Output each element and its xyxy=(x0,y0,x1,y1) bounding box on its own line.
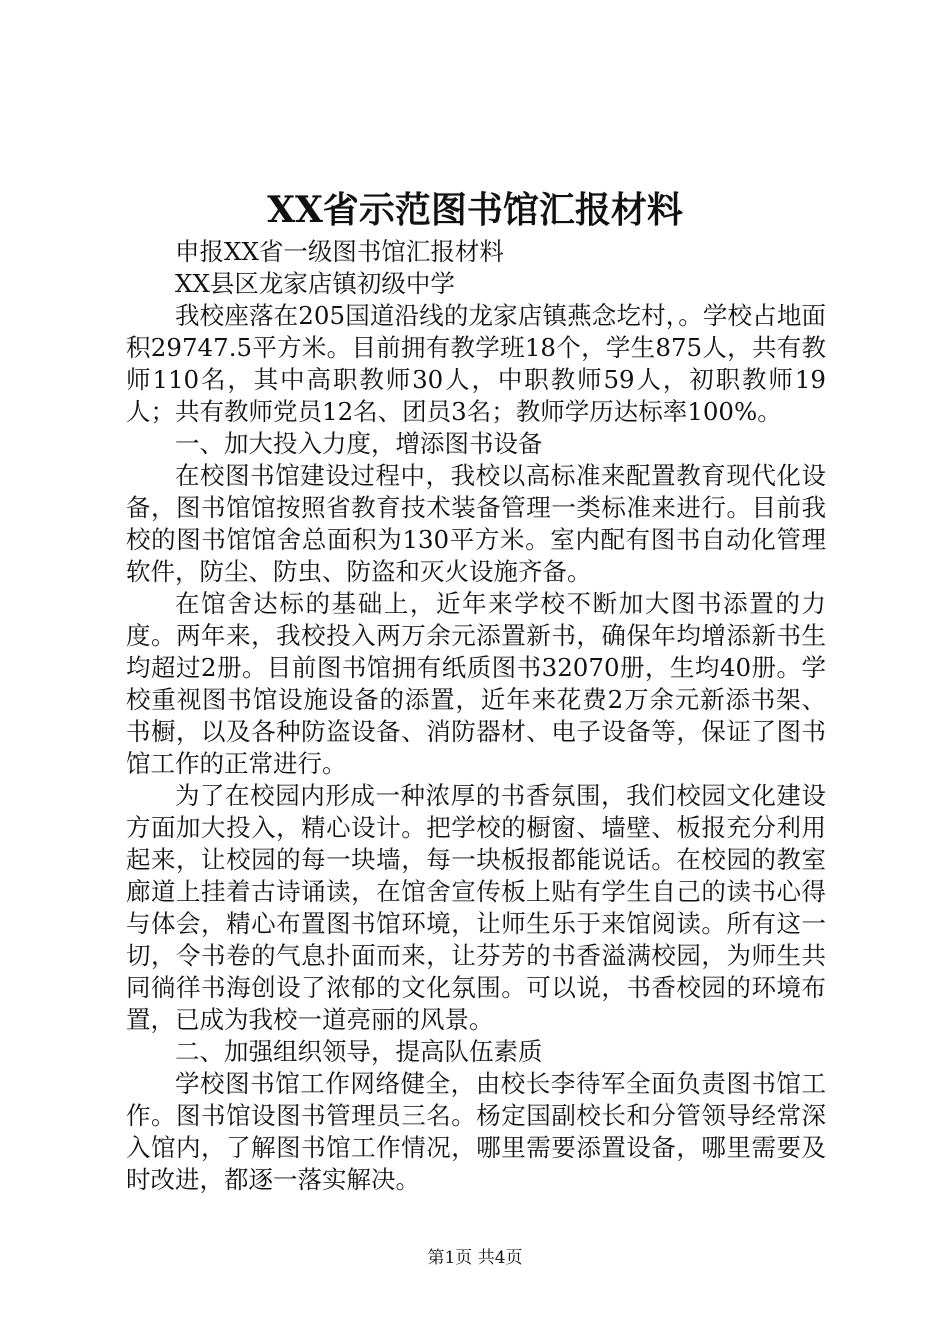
paragraph-reading-atmosphere: 为了在校园内形成一种浓厚的书香氛围，我们校园文化建设方面加大投入，精心设计。把学校的橱窗、墙壁、板报充分利用起来，让校园的每一块墙，每一块板报都能说话。在校园的教室廊道上挂着古诗诵读，在馆舍宣传板上贴有学生自己的读书心得与体会，精心布置图书馆环境，让师生乐于来馆阅读。所有这一切，令书卷的气息扑面而来，让芬芳的书香溢满校园，为师生共同徜徉书海创设了浓郁的文化氛围。可以说，书香校园的环境布置，已成为我校一道亮丽的风景。 xyxy=(126,781,826,1034)
document-body xyxy=(126,236,826,1196)
page-footer: 第1页 共4页 xyxy=(427,1248,523,1268)
section-heading-2: 二、加强组织领导，提高队伍素质 xyxy=(175,1037,543,1066)
document-title: XX省示范图书馆汇报材料 xyxy=(267,189,683,231)
paragraph-book-acquisition: 在馆舍达标的基础上，近年来学校不断加大图书添置的力度。两年来，我校投入两万余元添置新书，确保年均增添新书生均超过2册。目前图书馆拥有纸质图书32070册，生均40册。学校重视图书馆设施设备的添置，近年来花费2万余元新添书架、书橱，以及各种防盗设备、消防器材、电子设备等，保证了图书馆工作的正常进行。 xyxy=(126,589,826,778)
paragraph-organization: 学校图书馆工作网络健全，由校长李待军全面负责图书馆工作。图书馆设图书管理员三名。杨定国副校长和分管领导经常深入馆内，了解图书馆工作情况，哪里需要添置设备，哪里需要及时改进，都逐一落实解决。 xyxy=(126,1069,826,1194)
paragraph-library-construction: 在校图书馆建设过程中，我校以高标准来配置教育现代化设备，图书馆馆按照省教育技术装备管理一类标准来进行。目前我校的图书馆馆舍总面积为130平方米。室内配有图书自动化管理软件，防尘、防虫、防盗和灭火设施齐备。 xyxy=(126,461,826,586)
paragraph-school-overview: 我校座落在205国道沿线的龙家店镇燕念圪村，。学校占地面积29747.5平方米。目前拥有教学班18个，学生875人，共有教师110名，其中高职教师30人，中职教师59人，初职教师19人；共有教师党员12名、团员3名；教师学历达标率100%。 xyxy=(126,301,826,426)
section-heading-1: 一、加大投入力度，增添图书设备 xyxy=(175,429,543,458)
paragraph-application-heading: 申报XX省一级图书馆汇报材料 xyxy=(175,237,504,266)
paragraph-school-name: XX县区龙家店镇初级中学 xyxy=(175,269,455,298)
